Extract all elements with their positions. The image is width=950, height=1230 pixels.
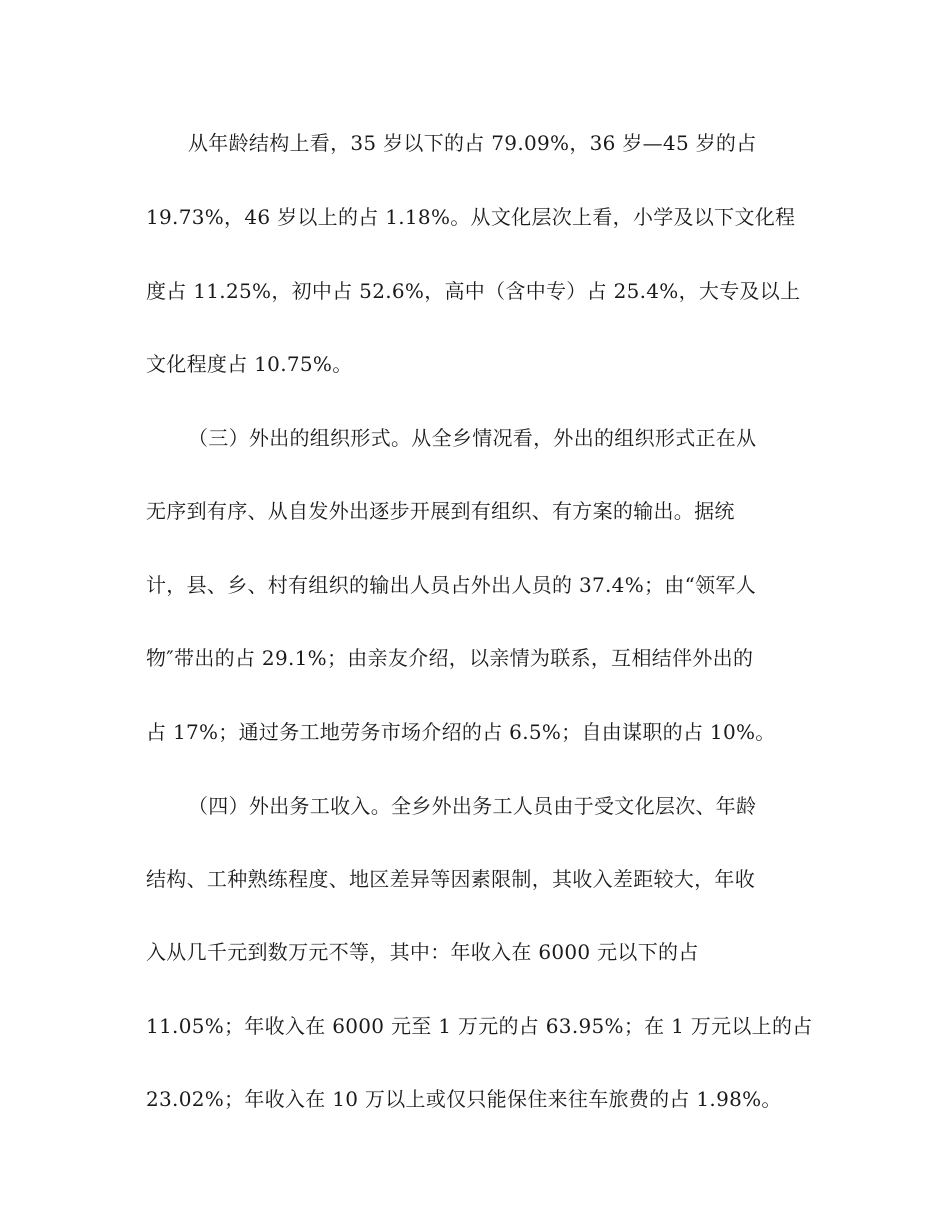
text-line: 11.05%；年收入在 6000 元至 1 万元的占 63.95%；在 1 万元以上的占 xyxy=(146,1014,813,1038)
text-line: 计，县、乡、村有组织的输出人员占外出人员的 37.4%；由“领军人 xyxy=(146,573,757,597)
text-line: 无序到有序、从自发外出逐步开展到有组织、有方案的输出。据统 xyxy=(146,499,735,523)
text-line: 结构、工种熟练程度、地区差异等因素限制，其收入差距较大，年收 xyxy=(146,867,755,891)
text-line: 文化程度占 10.75%。 xyxy=(146,352,353,376)
text-line: 入从几千元到数万元不等，其中：年收入在 6000 元以下的占 xyxy=(146,940,699,964)
text-line: （四）外出务工收入。全乡外出务工人员由于受文化层次、年龄 xyxy=(188,794,757,818)
text-line: 23.02%；年收入在 10 万以上或仅只能保住来往车旅费的占 1.98%。 xyxy=(146,1087,782,1111)
text-line: 19.73%，46 岁以上的占 1.18%。从文化层次上看，小学及以下文化程 xyxy=(146,205,796,229)
text-line: （三）外出的组织形式。从全乡情况看，外出的组织形式正在从 xyxy=(188,426,757,450)
text-line: 物″带出的占 29.1%；由亲友介绍，以亲情为联系，互相结伴外出的 xyxy=(146,646,754,670)
text-line: 度占 11.25%，初中占 52.6%，高中（含中专）占 25.4%，大专及以上 xyxy=(146,279,801,303)
text-line: 占 17%；通过务工地劳务市场介绍的占 6.5%；自由谋职的占 10%。 xyxy=(146,720,776,744)
text-line: 从年龄结构上看，35 岁以下的占 79.09%，36 岁—45 岁的占 xyxy=(188,131,757,155)
